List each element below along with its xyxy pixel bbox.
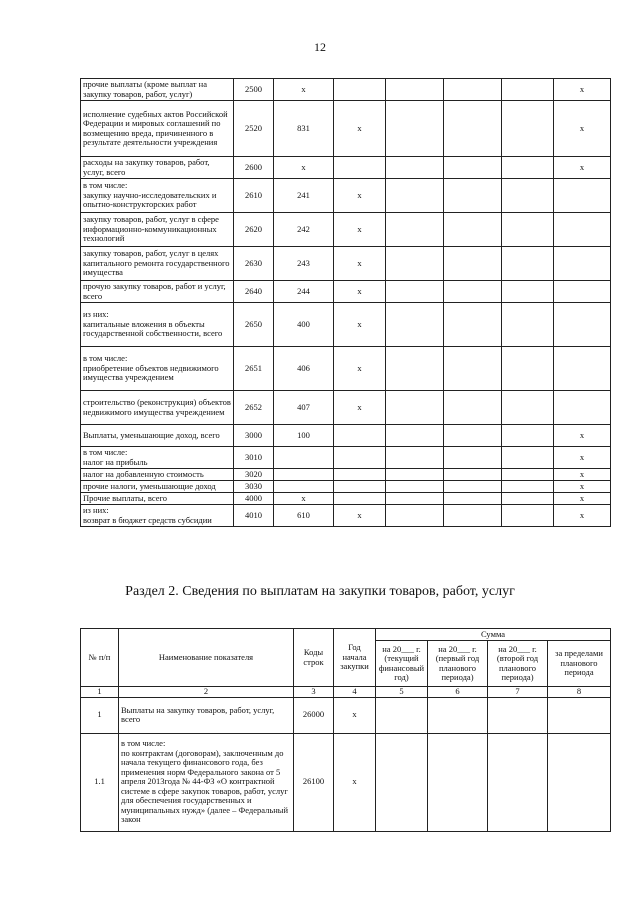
row-col5 — [444, 101, 502, 157]
table-row — [81, 493, 611, 505]
row-col7: х — [554, 505, 611, 527]
row-sum-cell — [488, 697, 548, 733]
table-row — [81, 733, 611, 831]
header-num: № п/п — [81, 629, 119, 687]
row-col3 — [334, 425, 386, 447]
table-row — [81, 347, 611, 391]
row-col5 — [444, 179, 502, 213]
row-col6 — [502, 101, 554, 157]
row-col5 — [444, 481, 502, 493]
row-col6 — [502, 481, 554, 493]
row-col6 — [502, 303, 554, 347]
row-code: 26100 — [294, 733, 334, 831]
header-beyond: за пределами планового периода — [548, 641, 611, 687]
row-col4 — [386, 505, 444, 527]
row-col4 — [386, 281, 444, 303]
row-col7: х — [554, 79, 611, 101]
row-code: 2630 — [234, 247, 274, 281]
column-index: 4 — [334, 687, 376, 698]
row-col7 — [554, 391, 611, 425]
row-col5 — [444, 493, 502, 505]
column-index: 7 — [488, 687, 548, 698]
column-index: 6 — [428, 687, 488, 698]
row-num: 1.1 — [81, 733, 119, 831]
row-col4 — [386, 493, 444, 505]
row-name: прочие выплаты (кроме выплат на закупку товаров, работ, услуг) — [81, 79, 234, 101]
row-col4 — [386, 157, 444, 179]
row-col3: х — [334, 247, 386, 281]
row-kbk: 243 — [274, 247, 334, 281]
row-sum-cell — [548, 697, 611, 733]
row-sum-cell — [488, 733, 548, 831]
row-col5 — [444, 247, 502, 281]
row-num: 1 — [81, 697, 119, 733]
row-kbk: 406 — [274, 347, 334, 391]
table-row — [81, 179, 611, 213]
row-col3 — [334, 157, 386, 179]
row-col3: х — [334, 303, 386, 347]
page-number: 12 — [314, 40, 326, 54]
table-row — [81, 469, 611, 481]
row-col3: х — [334, 101, 386, 157]
row-col6 — [502, 213, 554, 247]
row-col6 — [502, 447, 554, 469]
row-col6 — [502, 179, 554, 213]
row-name: в том числе: приобретение объектов недвижимого имущества учреждением — [81, 347, 234, 391]
header-y3: на 20___ г. (второй год планового периода) — [488, 641, 548, 687]
row-name: Прочие выплаты, всего — [81, 493, 234, 505]
row-col7: х — [554, 481, 611, 493]
row-col6 — [502, 493, 554, 505]
row-col5 — [444, 425, 502, 447]
row-col3: х — [334, 179, 386, 213]
row-col3 — [334, 481, 386, 493]
header-year: Год начала закупки — [334, 629, 376, 687]
row-col5 — [444, 303, 502, 347]
row-col7 — [554, 179, 611, 213]
row-col7 — [554, 347, 611, 391]
row-col3 — [334, 447, 386, 469]
row-col4 — [386, 347, 444, 391]
row-col6 — [502, 79, 554, 101]
row-col7: х — [554, 425, 611, 447]
row-col6 — [502, 347, 554, 391]
row-col3 — [334, 79, 386, 101]
row-col4 — [386, 391, 444, 425]
row-sum-cell — [428, 733, 488, 831]
row-col7 — [554, 213, 611, 247]
header-codes: Коды строк — [294, 629, 334, 687]
row-kbk: 244 — [274, 281, 334, 303]
row-name: прочую закупку товаров, работ и услуг, всего — [81, 281, 234, 303]
row-code: 2520 — [234, 101, 274, 157]
row-col3 — [334, 469, 386, 481]
row-kbk: х — [274, 79, 334, 101]
header-name: Наименование показателя — [119, 629, 294, 687]
row-code: 3020 — [234, 469, 274, 481]
row-kbk: 831 — [274, 101, 334, 157]
row-col5 — [444, 79, 502, 101]
row-kbk: х — [274, 493, 334, 505]
table-row — [81, 247, 611, 281]
row-col4 — [386, 425, 444, 447]
row-kbk — [274, 447, 334, 469]
header-sum: Сумма — [376, 629, 611, 641]
row-year: х — [334, 733, 376, 831]
row-name: из них: капитальные вложения в объекты государственной собственности, всего — [81, 303, 234, 347]
table-row — [81, 157, 611, 179]
row-code: 3030 — [234, 481, 274, 493]
header-y1: на 20___ г. (текущий финансовый год) — [376, 641, 428, 687]
row-code: 2651 — [234, 347, 274, 391]
row-name: в том числе: закупку научно-исследовательских и опытно-конструкторских работ — [81, 179, 234, 213]
row-col7: х — [554, 101, 611, 157]
row-col6 — [502, 247, 554, 281]
row-code: 26000 — [294, 697, 334, 733]
row-col4 — [386, 247, 444, 281]
row-col6 — [502, 469, 554, 481]
row-col4 — [386, 469, 444, 481]
row-col7 — [554, 247, 611, 281]
table-row — [81, 391, 611, 425]
row-code: 3000 — [234, 425, 274, 447]
row-col5 — [444, 213, 502, 247]
row-col7: х — [554, 493, 611, 505]
column-index: 5 — [376, 687, 428, 698]
row-code: 2500 — [234, 79, 274, 101]
row-col3: х — [334, 281, 386, 303]
row-sum-cell — [428, 697, 488, 733]
row-kbk: х — [274, 157, 334, 179]
row-col3: х — [334, 391, 386, 425]
row-kbk: 241 — [274, 179, 334, 213]
row-name: Выплаты, уменьшающие доход, всего — [81, 425, 234, 447]
row-code: 4010 — [234, 505, 274, 527]
row-code: 3010 — [234, 447, 274, 469]
row-kbk: 610 — [274, 505, 334, 527]
row-col4 — [386, 79, 444, 101]
table-row — [81, 281, 611, 303]
row-col5 — [444, 505, 502, 527]
row-code: 2620 — [234, 213, 274, 247]
row-year: х — [334, 697, 376, 733]
row-col7: х — [554, 157, 611, 179]
row-name: строительство (реконструкция) объектов недвижимого имущества учреждением — [81, 391, 234, 425]
row-kbk: 407 — [274, 391, 334, 425]
row-col4 — [386, 179, 444, 213]
row-col5 — [444, 391, 502, 425]
table-row — [81, 425, 611, 447]
row-col7 — [554, 281, 611, 303]
row-col5 — [444, 157, 502, 179]
row-name: прочие налоги, уменьшающие доход — [81, 481, 234, 493]
table-row — [81, 481, 611, 493]
row-name: исполнение судебных актов Российской Федерации и мировых соглашений по возмещению вреда, причиненного в результате деятельности учреждения — [81, 101, 234, 157]
row-col4 — [386, 447, 444, 469]
header-y2: на 20___ г. (первый год планового периода) — [428, 641, 488, 687]
row-col3: х — [334, 505, 386, 527]
table-row — [81, 697, 611, 733]
row-kbk: 242 — [274, 213, 334, 247]
row-code: 2610 — [234, 179, 274, 213]
row-col7: х — [554, 447, 611, 469]
row-col3 — [334, 493, 386, 505]
column-index: 3 — [294, 687, 334, 698]
row-col6 — [502, 505, 554, 527]
table-row — [81, 101, 611, 157]
row-name: закупку товаров, работ, услуг в сфере информационно-коммуникационных технологий — [81, 213, 234, 247]
row-col5 — [444, 447, 502, 469]
row-kbk — [274, 469, 334, 481]
payments-table — [80, 78, 611, 527]
row-col3: х — [334, 347, 386, 391]
row-col6 — [502, 425, 554, 447]
row-name: закупку товаров, работ, услуг в целях капитального ремонта государственного имущества — [81, 247, 234, 281]
row-name: в том числе: по контрактам (договорам), заключенным до начала текущего финансового года, без применения норм Федерального закона от 5 апреля 2013года № 44-ФЗ «О контрактной системе в сфере закупок товаров, работ, услуг для обеспечения государственных и муниципальных нужд» (далее – Федеральный закон — [119, 733, 294, 831]
row-col6 — [502, 157, 554, 179]
row-code: 2650 — [234, 303, 274, 347]
row-col7: х — [554, 469, 611, 481]
row-col4 — [386, 101, 444, 157]
row-name: налог на добавленную стоимость — [81, 469, 234, 481]
table-row — [81, 447, 611, 469]
row-code: 2600 — [234, 157, 274, 179]
row-col4 — [386, 303, 444, 347]
table-row — [81, 505, 611, 527]
row-col6 — [502, 281, 554, 303]
row-col5 — [444, 347, 502, 391]
row-kbk — [274, 481, 334, 493]
row-name: из них: возврат в бюджет средств субсидии — [81, 505, 234, 527]
column-index: 1 — [81, 687, 119, 698]
row-col5 — [444, 469, 502, 481]
row-sum-cell — [376, 697, 428, 733]
row-col4 — [386, 213, 444, 247]
row-col4 — [386, 481, 444, 493]
row-kbk: 400 — [274, 303, 334, 347]
row-sum-cell — [376, 733, 428, 831]
column-index: 2 — [119, 687, 294, 698]
row-name: в том числе: налог на прибыль — [81, 447, 234, 469]
row-sum-cell — [548, 733, 611, 831]
table-row — [81, 79, 611, 101]
row-col3: х — [334, 213, 386, 247]
row-kbk: 100 — [274, 425, 334, 447]
row-col7 — [554, 303, 611, 347]
row-name: Выплаты на закупку товаров, работ, услуг, всего — [119, 697, 294, 733]
row-code: 4000 — [234, 493, 274, 505]
procurement-table — [80, 628, 611, 832]
row-code: 2652 — [234, 391, 274, 425]
section-2-title: Раздел 2. Сведения по выплатам на закупки товаров, работ, услуг — [125, 584, 515, 599]
column-index: 8 — [548, 687, 611, 698]
table-row — [81, 213, 611, 247]
row-col5 — [444, 281, 502, 303]
row-code: 2640 — [234, 281, 274, 303]
table-row — [81, 303, 611, 347]
row-col6 — [502, 391, 554, 425]
row-name: расходы на закупку товаров, работ, услуг, всего — [81, 157, 234, 179]
